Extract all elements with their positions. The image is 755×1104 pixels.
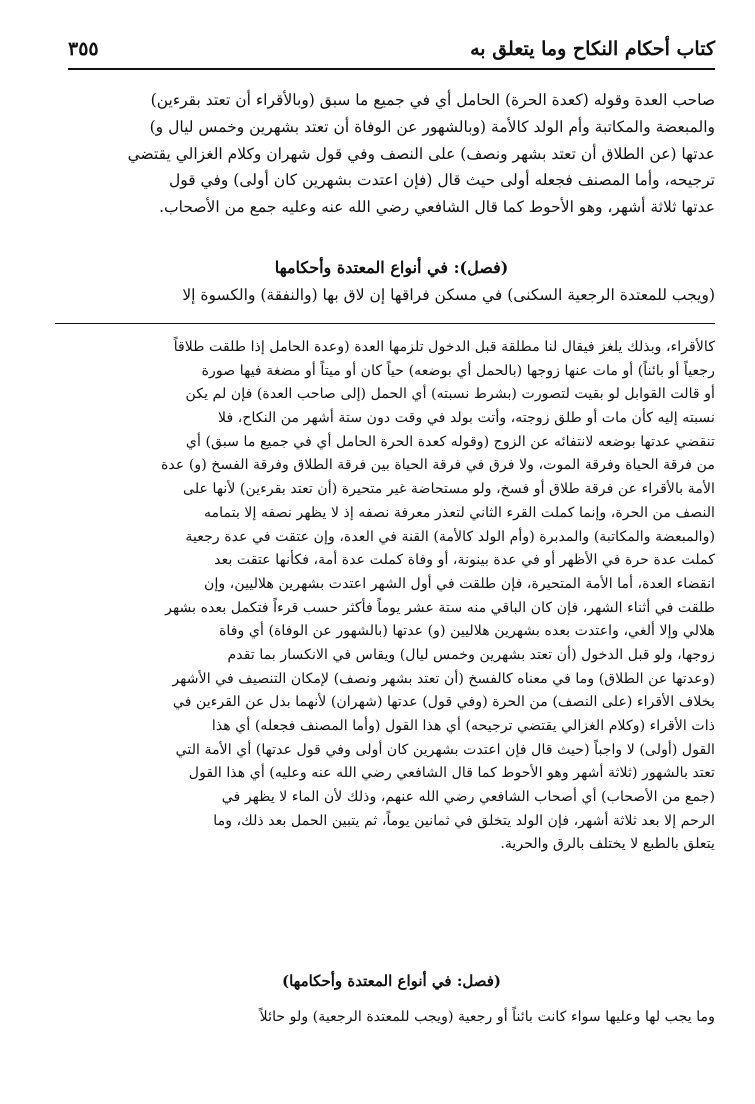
commentary-text-continued — [68, 1006, 715, 1030]
commentary-line: وما يجب لها وعليها سواء كانت بائناً أو رجعية (ويجب للمعتدة الرجعية) ولو حائلاً — [259, 1009, 715, 1025]
commentary-line: نسبته إليه كأن مات أو طلق زوجته، وأتت بولد في وقت دون ستة أشهر من النكاح، فلا — [218, 410, 715, 427]
commentary-line: زوجها، ولو قبل الدخول (أن تعتد بشهرين وخمس ليال) ويقاس في الانكسار بما تقدم — [227, 646, 715, 663]
main-line: (ويجب للمعتدة الرجعية السكنى) في مسكن فراقها إن لاق بها (والنفقة) والكسوة إلا — [182, 286, 715, 304]
commentary-text — [68, 336, 715, 857]
commentary-line: الرحم إلا بعد ثلاثة أشهر، فإن الولد يتخلق في ثمانين يوماً، ثم يتبين الحمل بعد ذلك، وما — [213, 812, 715, 829]
commentary-line: بخلاف الأقراء (على النصف) من الحرة (وفي قول) عدتها (شهران) لأنهما بدل عن القرءين في — [172, 694, 715, 711]
commentary-line: ذات الأقراء (وكلام الغزالي يقتضي ترجيحه) أي هذا القول (وأما المصنف فجعله) أي هذا — [211, 718, 715, 734]
commentary-line: (وعدتها عن الطلاق) وما في معناه كالفسخ (أن تعتد بشهر ونصف) لإمكان التنصيف في الأشهر — [172, 670, 715, 687]
commentary-line: الأمة بالأقراء عن فرقة طلاق أو فسخ، ولو مستحاضة غير متحيرة (أن تعتد بقرءين) لأنها على — [183, 481, 715, 498]
main-line: ترجيحه، وأما المصنف فجعله أولى حيث قال (فإن اعتدت بشهرين كان أولى) وفي قول — [168, 171, 715, 190]
commentary-line: انقضاء العدة، أما الأمة المتحيرة، فإن طلقت في أول الشهر اعتدت بشهرين هلاليين، وإن — [204, 575, 715, 592]
commentary-line: هلالي وإلا ألغي، واعتدت بعده بشهرين هلاليين (و) عدتها (بالشهور عن الوفاة) أي وفاة — [218, 623, 715, 640]
commentary-line: طلقت في أثناء الشهر، فإن كان الباقي منه ستة عشر يوماً فأكثر حسب قرءاً فتكمل بعده بشهر — [165, 599, 715, 616]
running-header — [68, 34, 715, 74]
main-section-heading: (فصل): في أنواع المعتدة وأحكامها — [274, 258, 509, 277]
commentary-line: القول (أولى) لا واجباً (حيث قال فإن اعتدت بشهرين كان أولى وفي قول عدتها) أي الأمة التي — [175, 741, 715, 758]
commentary-line: يتعلق بالطبع لا يختلف بالرق والحرية. — [500, 836, 715, 853]
main-line: عدتها ثلاثة أشهر، وهو الأحوط كما قال الشافعي رضي الله عنه وعليه جمع من الأصحاب. — [159, 198, 715, 217]
commentary-line: تعتد بالشهور (ثلاثة أشهر وهو الأحوط كما قال الشافعي رضي الله عنه وعليه) أي هذا القول — [188, 765, 715, 782]
commentary-line: (والمبعضة والمكاتبة) والمدبرة (وأم الولد كالأمة) القنة في العدة، وإن عتقت في عدة رجعية — [185, 528, 715, 545]
commentary-line: كملت عدة حرة في الأظهر أو في عدة بينونة، أو وفاة كملت عدة أمة، فكأنها عتقت بعد — [214, 552, 715, 569]
main-text-continued — [68, 282, 715, 309]
main-text — [68, 87, 715, 221]
commentary-line: أو قالت القوابل لو بقيت لتصورت (بشرط نسبته) أي الحمل (إلى صاحب العدة) فإن لم يكن — [185, 386, 715, 403]
page-number: ٣٥٥ — [68, 38, 99, 60]
main-line: عدتها (عن الطلاق أن تعتد بشهر ونصف) على النصف وفي قول شهران وكلام الغزالي يقتضي — [127, 144, 715, 163]
commentary-line: النصف من الحرة، وإنما كملت القرء الثاني لتعذر معرفة نصفه إذ لا يظهر نصفه إلا بتمامه — [203, 504, 715, 521]
main-line: والمبعضة والمكاتبة وأم الولد كالأمة (وبالشهور عن الوفاة أن تعتد بشهرين وخمس ليال و) — [149, 117, 715, 136]
commentary-section-heading: (فصل: في أنواع المعتدة وأحكامها) — [281, 972, 501, 990]
commentary-line: رجعياً أو بائناً) أو مات عنها زوجها (بالحمل أي بوضعه) حياً كان أو ميتاً أو مضغة فيها صورة — [201, 362, 715, 379]
footnote-divider — [55, 323, 715, 324]
running-title: كتاب أحكام النكاح وما يتعلق به — [470, 38, 715, 60]
header-rule — [68, 68, 715, 70]
commentary-line: (جمع من الأصحاب) أي أصحاب الشافعي رضي الله عنهم، وذلك لأن الماء لا يظهر في — [221, 789, 715, 806]
commentary-line: من فرقة الحياة وفرقة الموت، ولا فرق في فرقة الحياة بين فرقة الطلاق وفرقة الفسخ (و) عدة — [161, 457, 715, 474]
commentary-line: تنقضي عدتها بوضعه لانتفائه عن الزوج (وقوله كعدة الحرة الحامل أي في جميع ما سبق) أي — [185, 433, 715, 450]
main-line: صاحب العدة وقوله (كعدة الحرة) الحامل أي في جميع ما سبق (وبالأقراء أن تعتد بقرءين) — [150, 91, 715, 109]
commentary-line: كالأقراء، وبذلك يلغز فيقال لنا مطلقة قبل الدخول تلزمها العدة (وعدة الحامل إذا طلقت طلاقاً — [173, 339, 715, 355]
